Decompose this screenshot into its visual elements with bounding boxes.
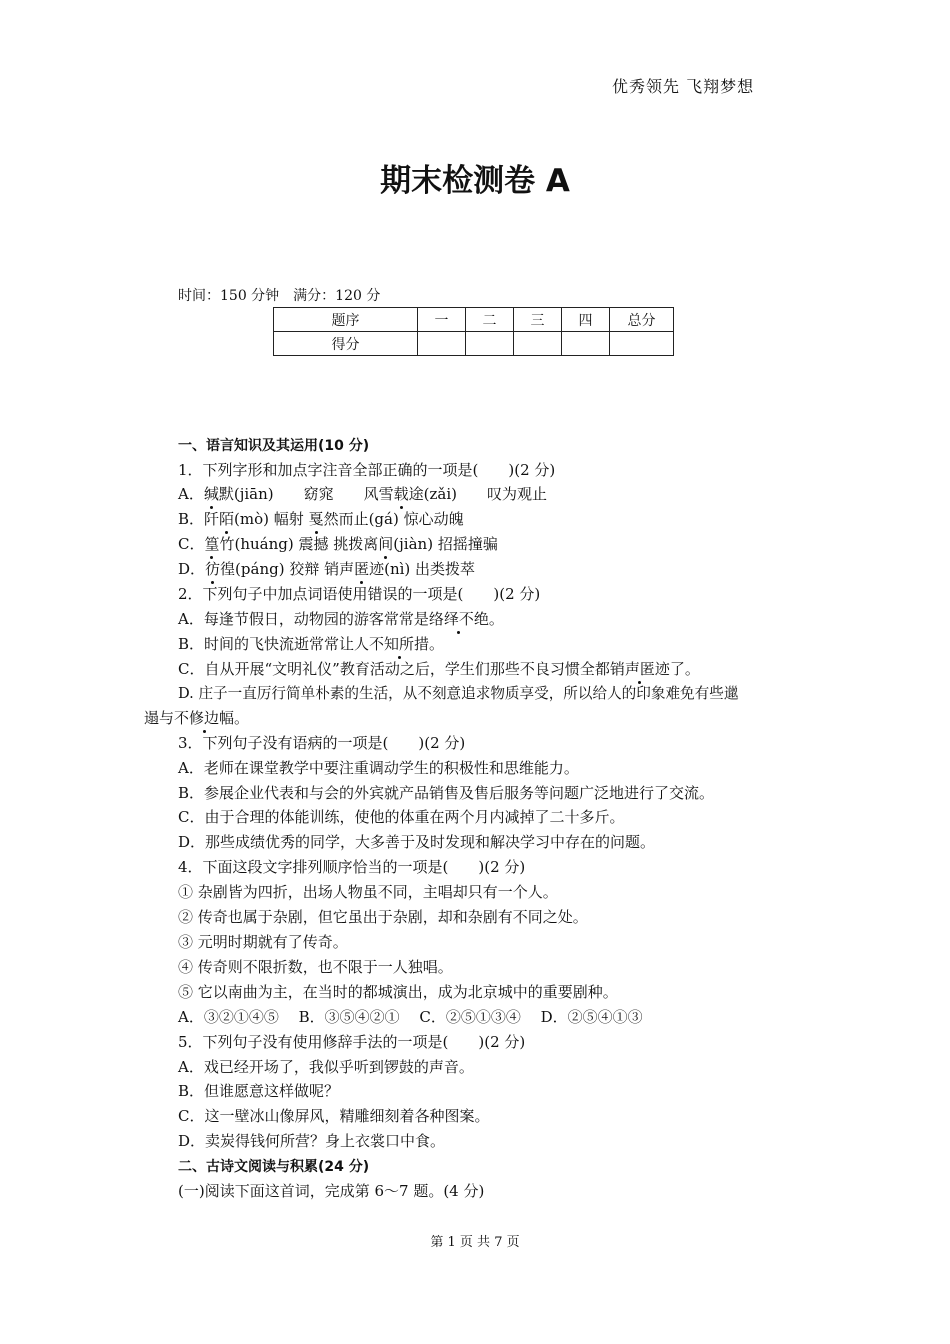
- text: (jiàn) 招摇撞骗: [393, 535, 498, 553]
- exam-meta: 时间：150 分钟 满分：120 分: [178, 288, 381, 304]
- text: C．自从开展“文明礼仪”教育活动之后，学生们那些不良习惯全都: [178, 660, 610, 678]
- dotted-char: 载: [393, 485, 409, 503]
- dotted-word: 不知所措: [369, 635, 430, 653]
- question-4-item-3: ③ 元明时期就有了传奇。: [178, 933, 348, 951]
- dotted-char: 间: [378, 535, 394, 553]
- dotted-char: 彷: [205, 560, 221, 578]
- dotted-word: 络绎不绝: [428, 610, 489, 628]
- question-2-option-c: [178, 658, 700, 680]
- question-2-option-d: D. 庄子一直厉行简单朴素的生活，从不刻意追求物质享受，所以给人的印象难免有些邋: [178, 685, 739, 702]
- score-table: [273, 307, 674, 356]
- question-2-option-a: [178, 608, 504, 630]
- header-motto: 优秀领先 飞翔梦想: [612, 77, 755, 96]
- dotted-char: 篁: [204, 535, 220, 553]
- question-1-option-c: [178, 533, 498, 555]
- text: 遢与: [144, 709, 175, 727]
- text: 。: [429, 635, 445, 653]
- dotted-char: 缄: [203, 485, 219, 503]
- question-4-item-1: ① 杂剧皆为四折，出场人物虽不同，主唱却只有一个人。: [178, 883, 558, 901]
- question-3-option-d: D．那些成绩优秀的同学，大多善于及时发现和解决学习中存在的问题。: [178, 833, 656, 851]
- question-2-option-b: [178, 633, 444, 655]
- question-5-option-b: B．但谁愿意这样做呢？: [178, 1082, 340, 1100]
- score-input-cell: [466, 332, 514, 356]
- score-table-header-row: [274, 308, 674, 332]
- page-title: 期末检测卷 A: [380, 163, 570, 199]
- text: D．: [178, 560, 206, 578]
- text: A．每逢节假日，动物园的游客常常是: [178, 610, 429, 628]
- question-4-options: A．③②①④⑤ B．③⑤④②① C．②⑤①③④ D．②⑤④①③: [178, 1008, 643, 1026]
- question-1-option-d: [178, 558, 475, 580]
- score-cell: 三: [514, 308, 562, 332]
- score-cell: 二: [466, 308, 514, 332]
- dotted-char: 戛: [308, 510, 324, 528]
- question-3-option-c: C．由于合理的体能训练，使他的体重在两个月内减掉了二十多斤。: [178, 808, 625, 826]
- question-4-item-5: ⑤ 它以南曲为主，在当时的都城演出，成为北京城中的重要剧种。: [178, 983, 618, 1001]
- question-4-item-2: ② 传奇也属于杂剧，但它虽出于杂剧，却和杂剧有不同之处。: [178, 908, 588, 926]
- score-cell: 总分: [610, 308, 674, 332]
- text: (mò) 幅射: [234, 510, 309, 528]
- score-input-cell: [514, 332, 562, 356]
- text: B．阡: [178, 510, 220, 528]
- question-5-option-a: A．戏已经开场了，我似乎听到锣鼓的声音。: [178, 1058, 474, 1076]
- score-cell: 题序: [274, 308, 418, 332]
- question-1: 1．下列字形和加点字注音全部正确的一项是( )(2 分): [178, 461, 556, 479]
- dotted-char: 陌: [219, 510, 235, 528]
- question-5: 5．下列句子没有使用修辞手法的一项是( )(2 分): [178, 1033, 526, 1051]
- question-3-option-a: A．老师在课堂教学中要注重调动学生的积极性和思维能力。: [178, 759, 579, 777]
- text: 迹(nì) 出类拨萃: [369, 560, 476, 578]
- dotted-word: 不修边幅: [174, 709, 235, 727]
- question-4-item-4: ④ 传奇则不限折数，也不限于一人独唱。: [178, 958, 453, 976]
- text: A．: [178, 485, 204, 503]
- text: C．: [178, 535, 205, 553]
- score-input-cell: [610, 332, 674, 356]
- question-3: 3．下列句子没有语病的一项是( )(2 分): [178, 734, 466, 752]
- question-3-option-b: B．参展企业代表和与会的外宾就产品销售及售后服务等问题广泛地进行了交流。: [178, 784, 715, 802]
- text: 默(jiān) 窈窕 风雪: [218, 485, 394, 503]
- score-table-score-row: [274, 332, 674, 356]
- question-2: 2．下列句子中加点词语使用错误的一项是( )(2 分): [178, 585, 541, 603]
- question-4: 4．下面这段文字排列顺序恰当的一项是( )(2 分): [178, 858, 526, 876]
- question-1-option-a: [178, 483, 547, 505]
- dotted-word: 销声匿迹: [609, 660, 670, 678]
- subsection-instruction: (一)阅读下面这首词，完成第 6～7 题。(4 分): [178, 1182, 485, 1200]
- score-input-cell: [418, 332, 466, 356]
- text: B．时间的飞快流逝常常让人: [178, 635, 370, 653]
- dotted-char: 匿: [354, 560, 370, 578]
- section-heading: 二、古诗文阅读与积累(24 分): [178, 1159, 370, 1175]
- question-2-option-d-cont: [144, 707, 249, 729]
- text: 竹(huáng) 震撼 挑拨离: [219, 535, 379, 553]
- text: 徨(páng) 狡辩 销声: [220, 560, 355, 578]
- text: 途(zǎi) 叹为观止: [408, 485, 547, 503]
- text: 。: [234, 709, 250, 727]
- score-cell: 得分: [274, 332, 418, 356]
- text: 了。: [669, 660, 700, 678]
- score-cell: 四: [562, 308, 610, 332]
- question-1-option-b: [178, 508, 464, 530]
- page-number: 第 1 页 共 7 页: [430, 1235, 520, 1250]
- question-5-option-d: D．卖炭得钱何所营？身上衣裳口中食。: [178, 1132, 446, 1150]
- score-cell: 一: [418, 308, 466, 332]
- text: 。: [488, 610, 504, 628]
- text: 然而止(gá) 惊心动魄: [323, 510, 464, 528]
- question-5-option-c: C．这一壁冰山像屏风，精雕细刻着各种图案。: [178, 1107, 490, 1125]
- section-heading: 一、语言知识及其运用(10 分): [178, 438, 370, 454]
- score-input-cell: [562, 332, 610, 356]
